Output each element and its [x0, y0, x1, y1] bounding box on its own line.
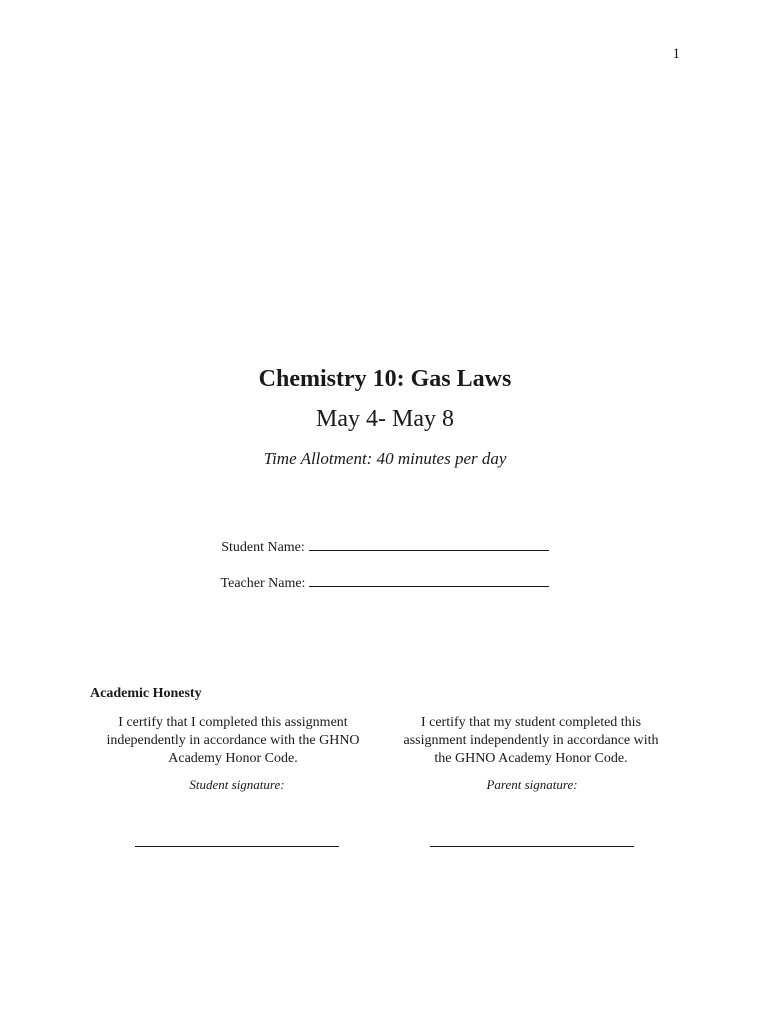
teacher-name-blank[interactable] [309, 572, 549, 587]
student-signature-line[interactable] [135, 846, 339, 847]
date-range: May 4- May 8 [316, 406, 454, 432]
time-allotment: Time Allotment: 40 minutes per day [263, 449, 507, 468]
page-number: 1 [672, 46, 680, 62]
parent-signature-line[interactable] [430, 846, 634, 847]
document-title: Chemistry 10: Gas Laws [258, 366, 512, 392]
student-name-label: Student Name: [221, 540, 305, 555]
student-signature-label: Student signature: [189, 777, 285, 792]
parent-certification-text: I certify that my student completed this assignment independently in accordance with the GHNO Academy Honor Code. [403, 715, 659, 766]
parent-signature-label: Parent signature: [486, 777, 578, 792]
student-name-row [0, 536, 770, 556]
teacher-name-label: Teacher Name: [220, 576, 306, 591]
academic-honesty-heading: Academic Honesty [90, 686, 202, 701]
student-name-blank[interactable] [309, 536, 549, 551]
teacher-name-row [0, 572, 770, 592]
student-certification-text: I certify that I completed this assignment independently in accordance with the GHNO Academy Honor Code. [106, 715, 360, 766]
